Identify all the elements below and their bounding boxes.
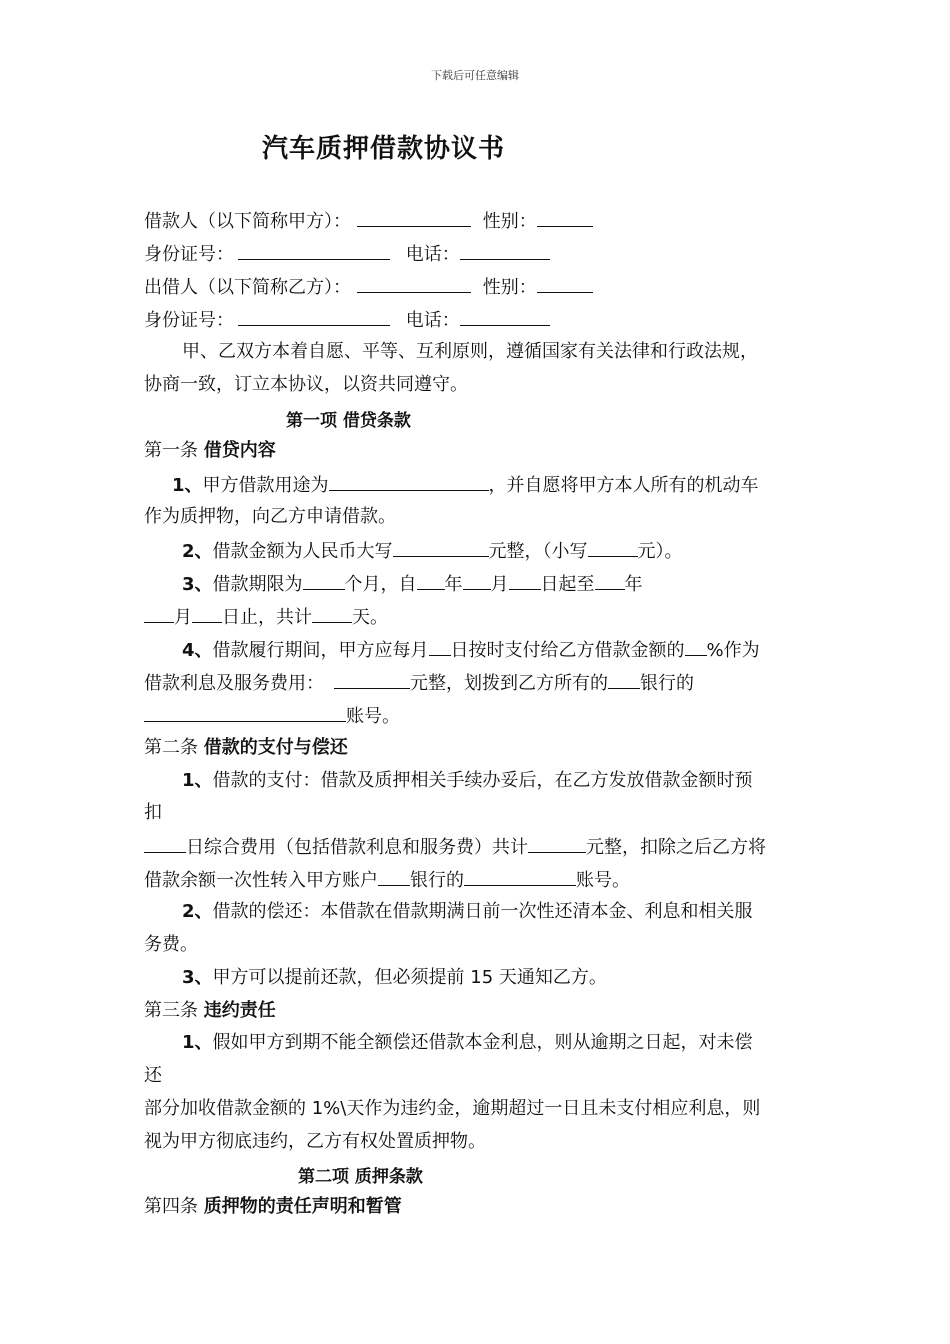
clause-text: 借款的偿还：本借款在借款期满日前一次性还清本金、利息和相关服 (212, 901, 753, 922)
clause-3-1-line-2: 还 (144, 1065, 162, 1086)
article-2-heading (144, 736, 348, 760)
borrower-id-line (144, 241, 550, 267)
clause-1-4-line-2 (144, 670, 694, 696)
gender-label: 性别： (482, 277, 537, 298)
clause-number: 4、 (182, 640, 213, 661)
fee-amount-blank (334, 670, 410, 689)
clause-text: 借款履行期间，甲方应每月 (212, 640, 429, 661)
article-3-heading (144, 999, 276, 1023)
clause-text: 借款期限为 (212, 574, 303, 595)
clause-2-2-line-2: 务费。 (144, 934, 198, 955)
end-month-blank (144, 604, 174, 623)
article-title: 质押物的责任声明和暂管 (203, 1196, 402, 1217)
article-4-heading (144, 1195, 402, 1219)
clause-text: 借款利息及服务费用： (144, 673, 324, 694)
lender-gender-blank (537, 274, 593, 293)
clause-2-1-line-3 (144, 834, 766, 860)
article-title: 违约责任 (203, 1000, 276, 1021)
clause-2-3 (182, 966, 607, 990)
clause-1-4-line-3 (144, 703, 400, 729)
intro-line-2: 协商一致，订立本协议，以资共同遵守。 (144, 374, 468, 395)
clause-text: 假如甲方到期不能全额偿还借款本金利息，则从逾期之日起，对未偿 (212, 1032, 753, 1053)
clause-1-4-line-1 (182, 637, 760, 663)
clause-number: 1、 (172, 475, 203, 496)
gender-label: 性别： (482, 211, 537, 232)
clause-text: 个月，自 (344, 574, 417, 595)
clause-text: 借款的支付：借款及质押相关手续办妥后，在乙方发放借款金额时预 (212, 770, 753, 791)
clause-2-1-line-1 (182, 769, 753, 793)
clause-2-1-line-4 (144, 867, 630, 893)
clause-1-2 (182, 538, 683, 564)
clause-number: 1、 (182, 1032, 213, 1053)
start-year-blank (417, 571, 445, 590)
clause-text: 账号。 (576, 870, 630, 891)
phone-label: 电话： (405, 244, 460, 265)
section-heading-1: 第一项 借贷条款 (286, 411, 411, 431)
clause-text: 日止，共计 (222, 607, 312, 628)
clause-text: 天。 (352, 607, 388, 628)
lender-id-line (144, 307, 550, 333)
lender-line (144, 274, 593, 300)
clause-text: 月 (490, 574, 509, 595)
clause-number: 1、 (182, 770, 213, 791)
borrower-bank-blank (378, 867, 410, 886)
bank-name-blank (608, 670, 640, 689)
clause-1-1-line-2: 作为质押物，向乙方申请借款。 (144, 506, 396, 527)
clause-text: 元整，（小写 (488, 541, 588, 562)
monthly-day-blank (429, 637, 451, 656)
clause-text: 年 (444, 574, 463, 595)
phone-label: 电话： (405, 310, 460, 331)
lender-phone-blank (460, 307, 550, 326)
clause-3-1-line-1 (182, 1031, 753, 1055)
borrower-phone-blank (460, 241, 550, 260)
article-prefix: 第四条 (144, 1196, 204, 1217)
fee-days-blank (144, 834, 186, 853)
lender-name-blank (357, 274, 471, 293)
clause-text: 元整，划拨到乙方所有的 (410, 673, 608, 694)
article-1-heading (144, 439, 276, 463)
amount-words-blank (393, 538, 489, 557)
page-header: 下载后可任意编辑 (431, 69, 519, 82)
start-day-blank (509, 571, 541, 590)
clause-text: 元）。 (637, 541, 683, 562)
section-heading-2: 第二项 质押条款 (298, 1167, 423, 1187)
clause-2-2-line-1 (182, 900, 753, 924)
account-number-blank (144, 703, 346, 722)
clause-text: 银行的 (640, 673, 694, 694)
borrower-name-blank (357, 208, 471, 227)
article-prefix: 第三条 (144, 1000, 204, 1021)
article-prefix: 第二条 (144, 737, 204, 758)
lender-id-blank (238, 307, 390, 326)
clause-number: 2、 (182, 541, 213, 562)
article-title: 借款的支付与偿还 (203, 737, 348, 758)
clause-text: 元整，扣除之后乙方将 (586, 837, 766, 858)
clause-1-1-line-1 (172, 472, 759, 498)
clause-3-1-line-3: 部分加收借款金额的 1%\天作为违约金，逾期超过一日且未支付相应利息，则 (144, 1098, 761, 1119)
rate-blank (685, 637, 707, 656)
clause-number: 3、 (182, 574, 213, 595)
clause-text: 银行的 (410, 870, 464, 891)
borrower-label: 借款人（以下简称甲方）： (144, 211, 351, 232)
months-blank (303, 571, 345, 590)
borrower-id-blank (238, 241, 390, 260)
clause-text: 月 (174, 607, 192, 628)
clause-3-1-line-4: 视为甲方彻底违约，乙方有权处置质押物。 (144, 1131, 486, 1152)
clause-text: 日综合费用（包括借款利息和服务费）共计 (186, 837, 528, 858)
amount-digits-blank (588, 538, 638, 557)
clause-text: 甲方可以提前还款，但必须提前 15 天通知乙方。 (212, 967, 607, 988)
borrower-line (144, 208, 593, 234)
borrower-gender-blank (537, 208, 593, 227)
clause-2-1-line-2: 扣 (144, 802, 162, 823)
clause-text: 甲方借款用途为 (202, 475, 329, 496)
clause-1-3-line-1 (182, 571, 643, 597)
start-month-blank (463, 571, 491, 590)
clause-text: 借款金额为人民币大写 (212, 541, 393, 562)
total-fee-blank (528, 834, 586, 853)
clause-text: 账号。 (346, 706, 400, 727)
clause-text: 日起至 (540, 574, 595, 595)
clause-text: 年 (624, 574, 643, 595)
id-label: 身份证号： (144, 310, 234, 331)
total-days-blank (312, 604, 352, 623)
article-prefix: 第一条 (144, 440, 204, 461)
intro-line-1: 甲、乙双方本着自愿、平等、互利原则，遵循国家有关法律和行政法规， (182, 341, 758, 362)
end-day-blank (192, 604, 222, 623)
clause-text: %作为 (706, 640, 760, 661)
document-title: 汽车质押借款协议书 (262, 134, 506, 164)
clause-text: 借款余额一次性转入甲方账户 (144, 870, 378, 891)
clause-text: ，并自愿将甲方本人所有的机动车 (488, 475, 759, 496)
clause-number: 3、 (182, 967, 213, 988)
loan-purpose-blank (329, 472, 489, 491)
clause-1-3-line-2 (144, 604, 388, 630)
end-year-blank (595, 571, 625, 590)
id-label: 身份证号： (144, 244, 234, 265)
borrower-account-blank (464, 867, 576, 886)
article-title: 借贷内容 (203, 440, 276, 461)
lender-label: 出借人（以下简称乙方）： (144, 277, 351, 298)
clause-text: 日按时支付给乙方借款金额的 (450, 640, 685, 661)
clause-number: 2、 (182, 901, 213, 922)
